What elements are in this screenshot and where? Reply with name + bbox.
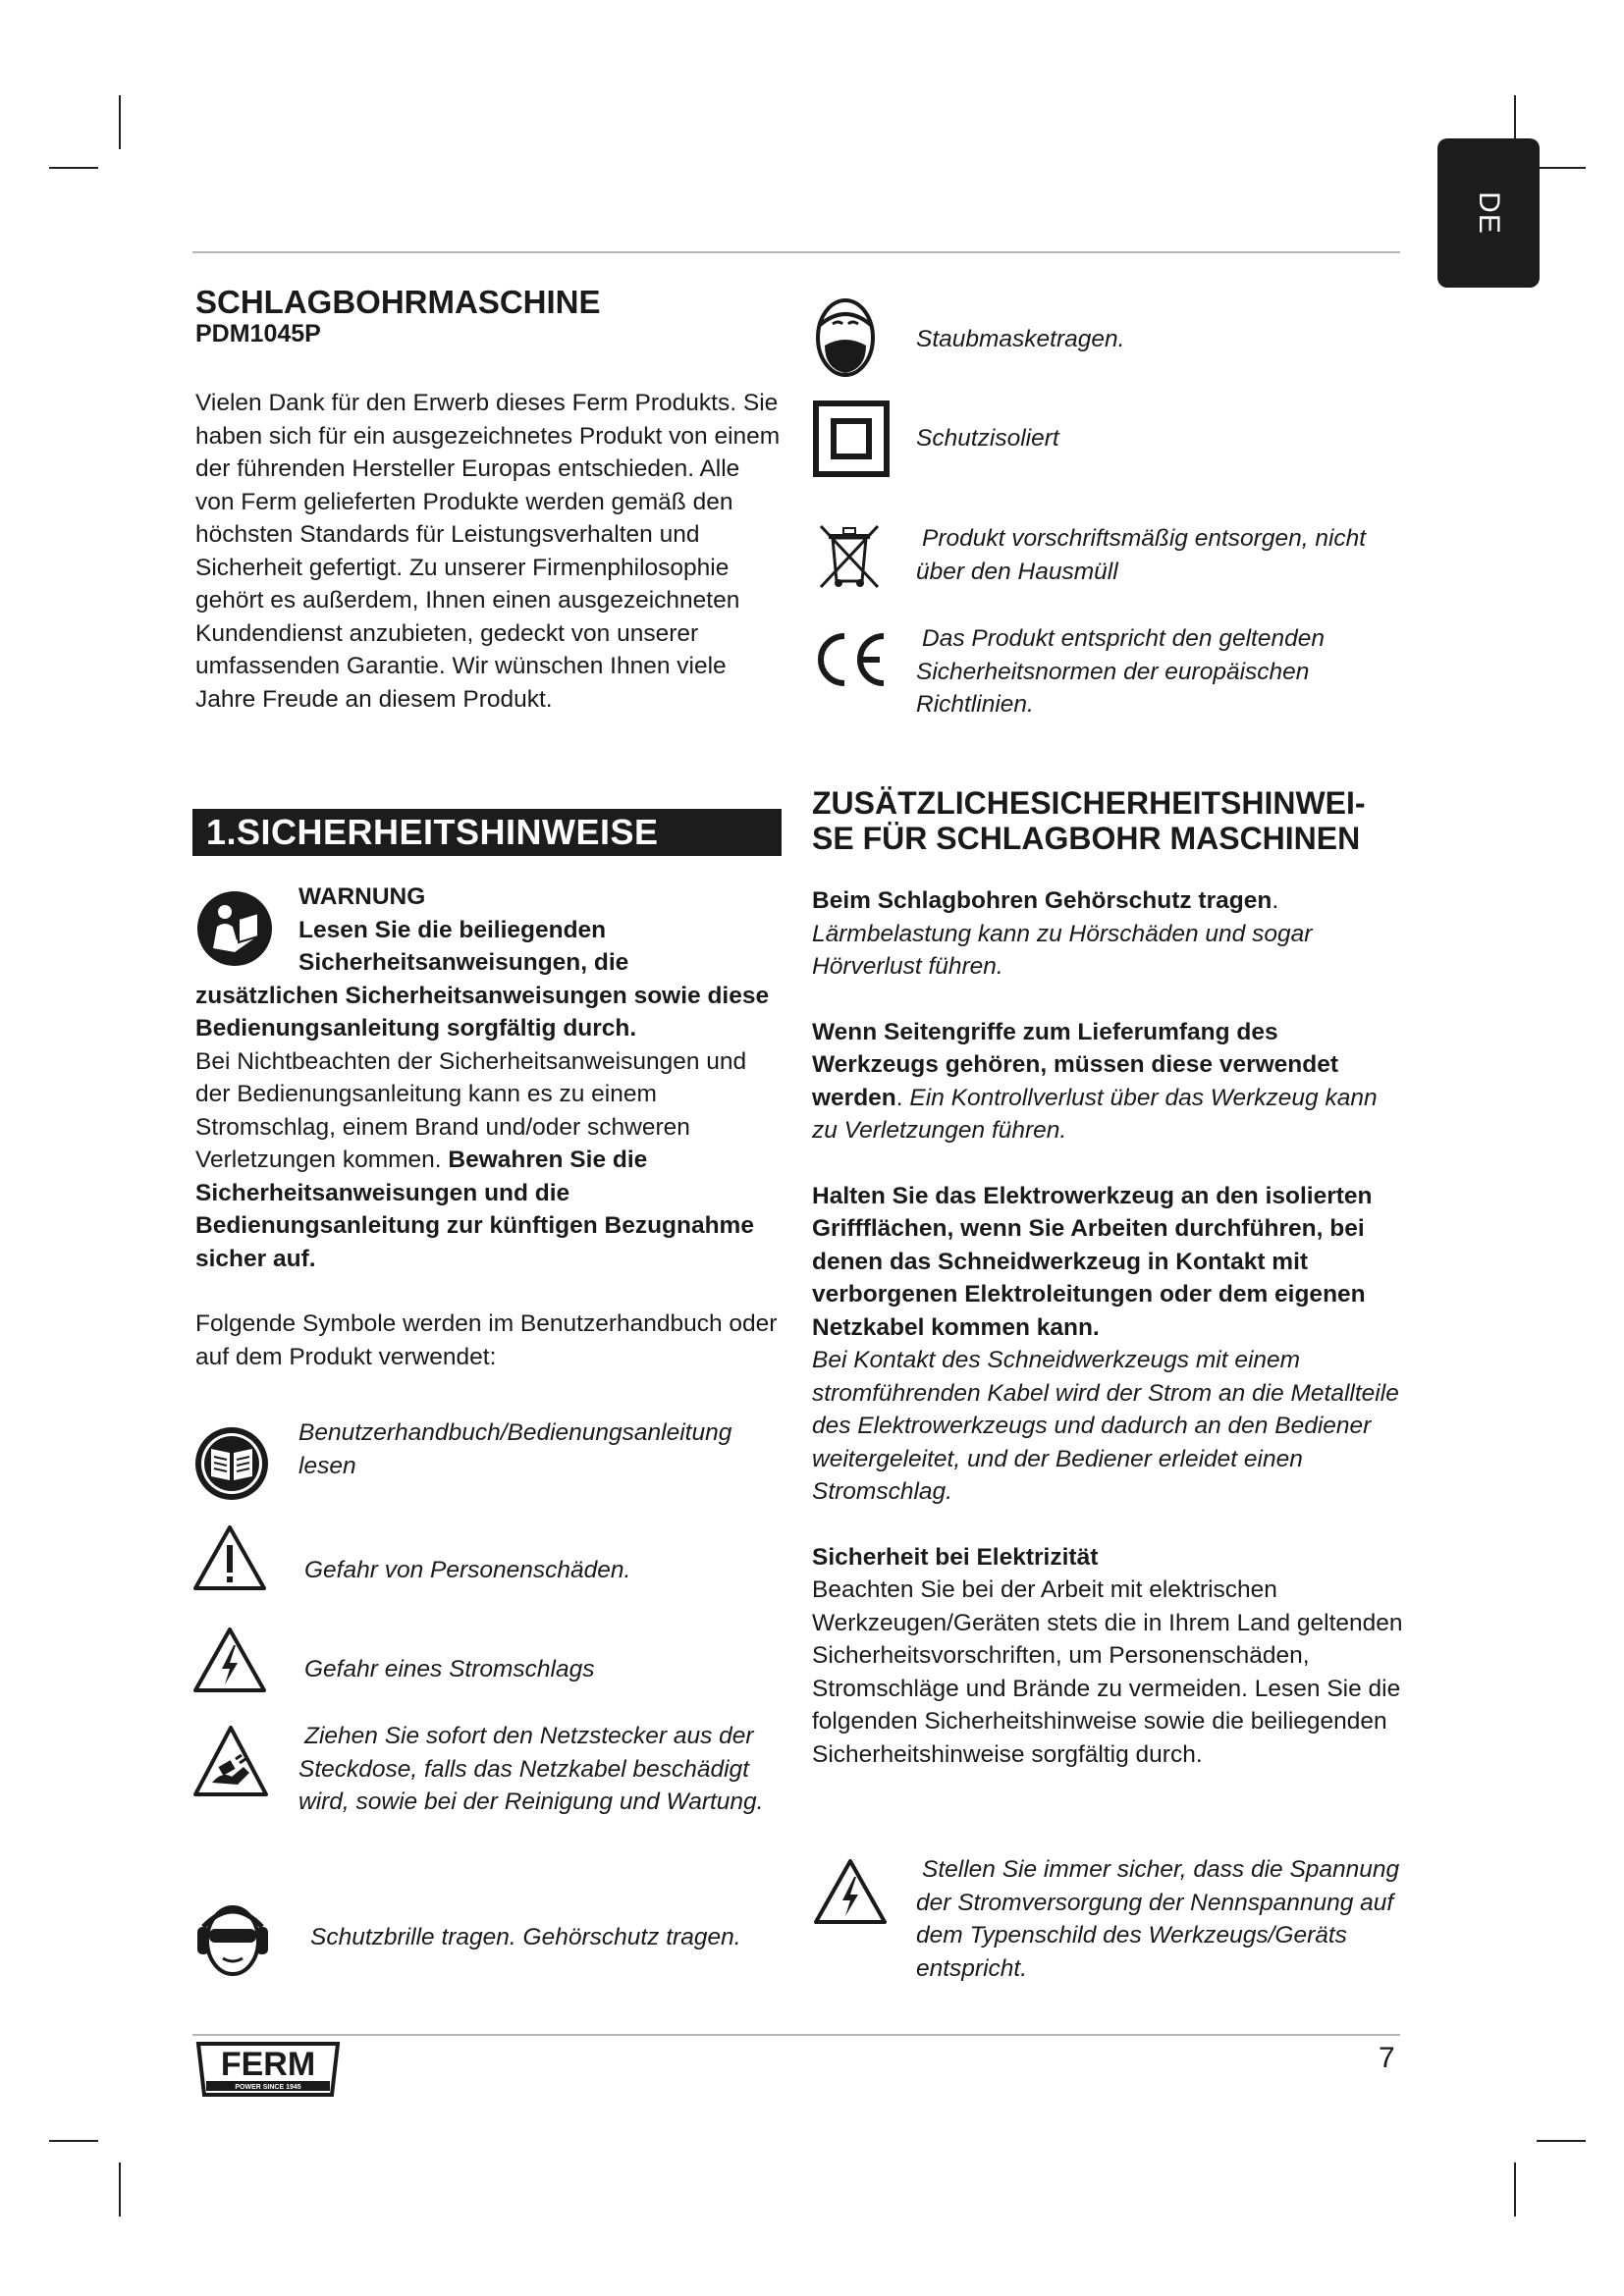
ferm-logo-sub: POWER SINCE 1945 [235, 2084, 301, 2091]
weee-text: Produkt vorschriftsmäßig entsorgen, nicht über den Hausmüll [916, 525, 1367, 585]
ce-mark-icon [809, 628, 890, 691]
double-insulation-icon [813, 400, 890, 477]
side-handle-dot: . [895, 1084, 903, 1111]
double-insulation-text: Schutzisoliert [916, 425, 1059, 452]
side-handle-paragraph [812, 1016, 1406, 1148]
page-number: 7 [1379, 2042, 1395, 2074]
electric-shock-text: Gefahr eines Stromschlags [304, 1656, 595, 1682]
hearing-protection-dot: . [1272, 887, 1279, 914]
insulated-grip-bold: Halten Sie das Elektrowerkzeug an den isolierten Griffflächen, wenn Sie Arbeiten durchführen, bei denen das Schneidwerkzeug in Kontakt mit verborgenen Elektroleitungen oder dem eigenen Netzkabel kommen kann. [812, 1182, 1373, 1341]
hearing-protection-italic: Lärmbelastung kann zu Hörschäden und sogar Hörverlust führen. [812, 920, 1313, 980]
intro-paragraph: Vielen Dank für den Erwerb dieses Ferm Produkts. Sie haben sich für ein ausgezeichnetes Produkt von einem der führenden Hersteller Europas entschieden. Alle von Ferm gelieferten Produkte werden gemäß den höchsten Standards für Leistungsverhalten und Sicherheit gefertigt. Zu unserer Firmenphilosophie gehört es außerdem, Ihnen einen ausgezeichneten Kundendienst anzubieten, gedeckt von unserer umfassenden Garantie. Wir wünschen Ihnen viele Jahre Freude an diesem Produkt. [195, 390, 781, 713]
electrical-safety-text: Beachten Sie bei der Arbeit mit elektrischen Werkzeugen/Geräten stets die in Ihrem Land geltenden Sicherheitsvorschriften, um Personenschäden, Stromschläge und Brände zu vermeiden. Lesen Sie die folgenden Sicherheitshinweise sowie die beiliegenden Sicherheitshinweise sorgfältig durch. [812, 1576, 1403, 1768]
crop-mark [49, 167, 98, 169]
warning-bold-line-2: Sicherheitsanweisungen, die [298, 949, 629, 976]
language-tab-label: DE [1473, 191, 1505, 235]
crop-mark [119, 2163, 121, 2216]
ferm-logo-text: FERM [220, 2046, 316, 2083]
warning-block [195, 881, 785, 1373]
dust-mask-icon [813, 296, 878, 379]
language-tab [1437, 138, 1540, 288]
warning-text [195, 1045, 785, 1276]
section-heading: 1.SICHERHEITSHINWEISE [206, 812, 659, 852]
crop-mark [119, 95, 121, 149]
unplug-text: Ziehen Sie sofort den Netzstecker aus der Steckdose, falls das Netzkabel beschädigt wird, sowie bei der Reinigung und Wartung. [298, 1723, 764, 1815]
hearing-protection-paragraph [812, 884, 1406, 984]
right-column [812, 884, 1406, 1771]
symbols-intro: Folgende Symbole werden im Benutzerhandbuch oder auf dem Produkt verwendet: [195, 1310, 778, 1370]
crop-mark [1537, 167, 1586, 169]
ferm-logo [194, 2040, 342, 2099]
unplug-icon [192, 1724, 269, 1798]
goggles-earmuffs-icon [193, 1899, 272, 1978]
bottom-rule [192, 2034, 1400, 2036]
hearing-protection-bold: Beim Schlagbohren Gehörschutz tragen [812, 887, 1272, 914]
goggles-earmuffs-text: Schutzbrille tragen. Gehörschutz tragen. [310, 1924, 741, 1950]
insulated-grip-italic: Bei Kontakt des Schneidwerkzeugs mit einem stromführenden Kabel wird der Strom an die Metallteile des Elektrowerkzeugs und dadurch an den Bediener weitergeleitet, und der Bediener erleidet einen Stromschlag. [812, 1347, 1399, 1505]
personal-injury-text: Gefahr von Personenschäden. [304, 1557, 631, 1583]
side-handle-italic: Ein Kontrollverlust über das Werkzeug kann zu Verletzungen führen. [812, 1084, 1378, 1144]
warning-title: WARNUNG [298, 883, 426, 910]
warning-bold-line-1: Lesen Sie die beiliegenden [298, 916, 607, 943]
additional-safety-heading-line-1: ZUSÄTZLICHESICHERHEITSHINWEI- [812, 785, 1366, 821]
additional-safety-heading [812, 785, 1421, 856]
voltage-warning-icon [813, 1857, 888, 1926]
voltage-note-text: Stellen Sie immer sicher, dass die Spannung der Stromversorgung der Nennspannung auf dem Typenschild des Werkzeugs/Geräts entspricht. [916, 1856, 1400, 1982]
warning-triangle-icon [192, 1523, 267, 1592]
warning-body: Bei Nichtbeachten der Sicherheitsanweisungen und der Bedienungsanleitung kann es zu einem Stromschlag, einem Brand und/oder schweren Verletzungen kommen. [195, 1047, 747, 1173]
weee-bin-icon [817, 522, 882, 591]
insulated-grip-paragraph [812, 1180, 1406, 1509]
crop-mark [1537, 2140, 1586, 2142]
electric-shock-icon [192, 1626, 267, 1694]
read-manual-icon [193, 1425, 270, 1502]
additional-safety-heading-line-2: SE FÜR SCHLAGBOHR MASCHINEN [812, 821, 1361, 856]
section-heading-bar [192, 809, 782, 856]
crop-mark [1514, 2163, 1516, 2216]
left-column [195, 285, 785, 716]
product-model: PDM1045P [195, 320, 321, 347]
warning-keep-instructions: Bewahren Sie die Sicherheitsanweisungen und die Bedienungsanleitung zur künftigen Bezugnahme sicher auf. [195, 1147, 754, 1272]
electrical-safety-heading: Sicherheit bei Elektrizität [812, 1543, 1099, 1571]
side-handle-bold: Wenn Seitengriffe zum Lieferumfang des Werkzeugs gehören, müssen diese verwendet werden [812, 1018, 1339, 1111]
ce-text: Das Produkt entspricht den geltenden Sicherheitsnormen der europäischen Richtlinien. [916, 625, 1325, 718]
dust-mask-text: Staubmasketragen. [916, 326, 1125, 352]
product-title: SCHLAGBOHRMASCHINE [195, 284, 601, 320]
crop-mark [49, 2140, 98, 2142]
warning-bold-line-3: zusätzlichen Sicherheitsanweisungen sowie diese Bedienungsanleitung sorgfältig durch. [195, 982, 770, 1041]
read-manual-text: Benutzerhandbuch/Bedienungsanleitung lesen [298, 1419, 732, 1479]
top-rule [192, 251, 1400, 253]
